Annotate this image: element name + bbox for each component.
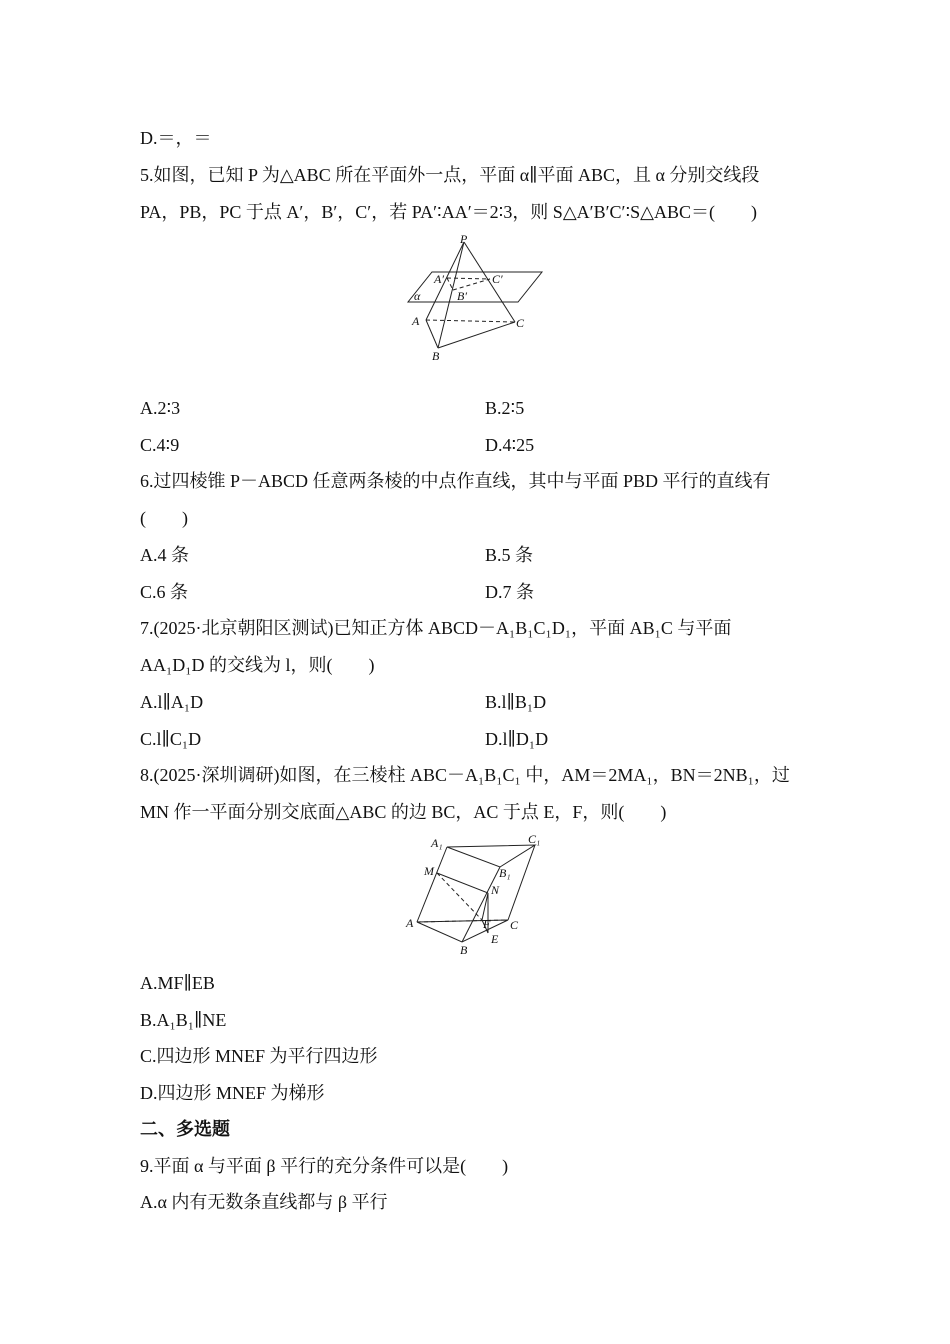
label-C1: C₁	[528, 832, 541, 846]
label-N: N	[491, 883, 500, 897]
q7-option-b: B.l∥B₁D	[485, 692, 547, 712]
q7-stem-line2: AA₁D₁D 的交线为 l，则( )	[140, 655, 375, 675]
q5-option-b: B.2∶5	[485, 398, 525, 418]
edge-PA	[426, 242, 464, 320]
top-face	[447, 845, 535, 867]
q5-pyramid-figure	[400, 230, 550, 365]
label-Aprime: A′	[434, 272, 444, 286]
q8-stem-line2: MN 作一平面分别交底面△ABC 的边 BC，AC 于点 E，F，则( )	[140, 802, 667, 822]
q8-prism-figure	[400, 830, 560, 960]
edge-AprimeBprime	[447, 278, 453, 290]
q5-stem-line2: PA，PB，PC 于点 A′，B′，C′，若 PA′∶AA′＝2∶3，则 S△A′B′C′∶S△ABC＝( )	[140, 202, 758, 222]
label-C: C	[516, 316, 525, 330]
label-A1: A₁	[431, 836, 443, 850]
q7-option-d: D.l∥D₁D	[485, 729, 549, 749]
q7-stem-line1: 7.(2025·北京朝阳区测试)已知正方体 ABCD－A₁B₁C₁D₁，平面 AB₁C 与平面	[140, 618, 732, 638]
edge-AC	[426, 320, 515, 322]
label-M: M	[424, 864, 434, 878]
q5-option-c: C.4∶9	[140, 435, 180, 455]
edge-AprimeCprime	[447, 278, 490, 279]
segment-MF-hidden	[437, 873, 482, 920]
edge-AA1	[417, 847, 447, 922]
q5-option-a: A.2∶3	[140, 398, 181, 418]
q6-option-d: D.7 条	[485, 582, 534, 602]
label-B: B	[432, 349, 440, 363]
segment-MN	[437, 873, 488, 893]
q5-stem-line1: 5.如图，已知 P 为△ABC 所在平面外一点，平面 α∥平面 ABC，且 α 分别交线段	[140, 165, 760, 185]
q8-option-c: C.四边形 MNEF 为平行四边形	[140, 1046, 378, 1066]
edge-BC	[438, 322, 515, 348]
q6-option-b: B.5 条	[485, 545, 534, 565]
label-Bprime: B′	[457, 289, 467, 303]
q6-option-a: A.4 条	[140, 545, 189, 565]
edge-AB	[426, 320, 438, 348]
edge-CC1	[508, 845, 535, 920]
q4-option-d: D.＝，＝	[140, 128, 212, 148]
q6-stem-line2: ( )	[140, 508, 188, 528]
label-E: E	[491, 932, 499, 946]
q7-option-c: C.l∥C₁D	[140, 729, 202, 749]
q8-stem-line1: 8.(2025·深圳调研)如图，在三棱柱 ABC－A₁B₁C₁ 中，AM＝2MA₁，BN＝2NB₁，过	[140, 765, 790, 785]
q8-option-a: A.MF∥EB	[140, 973, 215, 993]
q8-option-b: B.A₁B₁∥NE	[140, 1010, 227, 1030]
q9-option-a: A.α 内有无数条直线都与 β 平行	[140, 1192, 388, 1212]
q8-option-d: D.四边形 MNEF 为梯形	[140, 1083, 325, 1103]
q5-option-d: D.4∶25	[485, 435, 535, 455]
label-P: P	[460, 232, 468, 246]
label-B1: B₁	[499, 866, 511, 880]
q6-option-c: C.6 条	[140, 582, 189, 602]
label-A: A	[412, 314, 420, 328]
label-alpha: α	[414, 289, 421, 303]
q6-stem-line1: 6.过四棱锥 P－ABCD 任意两条棱的中点作直线，其中与平面 PBD 平行的直线有	[140, 471, 771, 491]
label-Cprime: C′	[492, 272, 503, 286]
label-C: C	[510, 918, 519, 932]
q7-option-a: A.l∥A₁D	[140, 692, 204, 712]
q9-stem-line1: 9.平面 α 与平面 β 平行的充分条件可以是( )	[140, 1156, 509, 1176]
edge-PC	[464, 242, 515, 322]
label-B: B	[460, 943, 468, 957]
section-heading: 二、多选题	[140, 1119, 230, 1139]
label-F: F	[483, 917, 491, 931]
label-A: A	[406, 916, 414, 930]
plane-alpha	[408, 272, 542, 302]
